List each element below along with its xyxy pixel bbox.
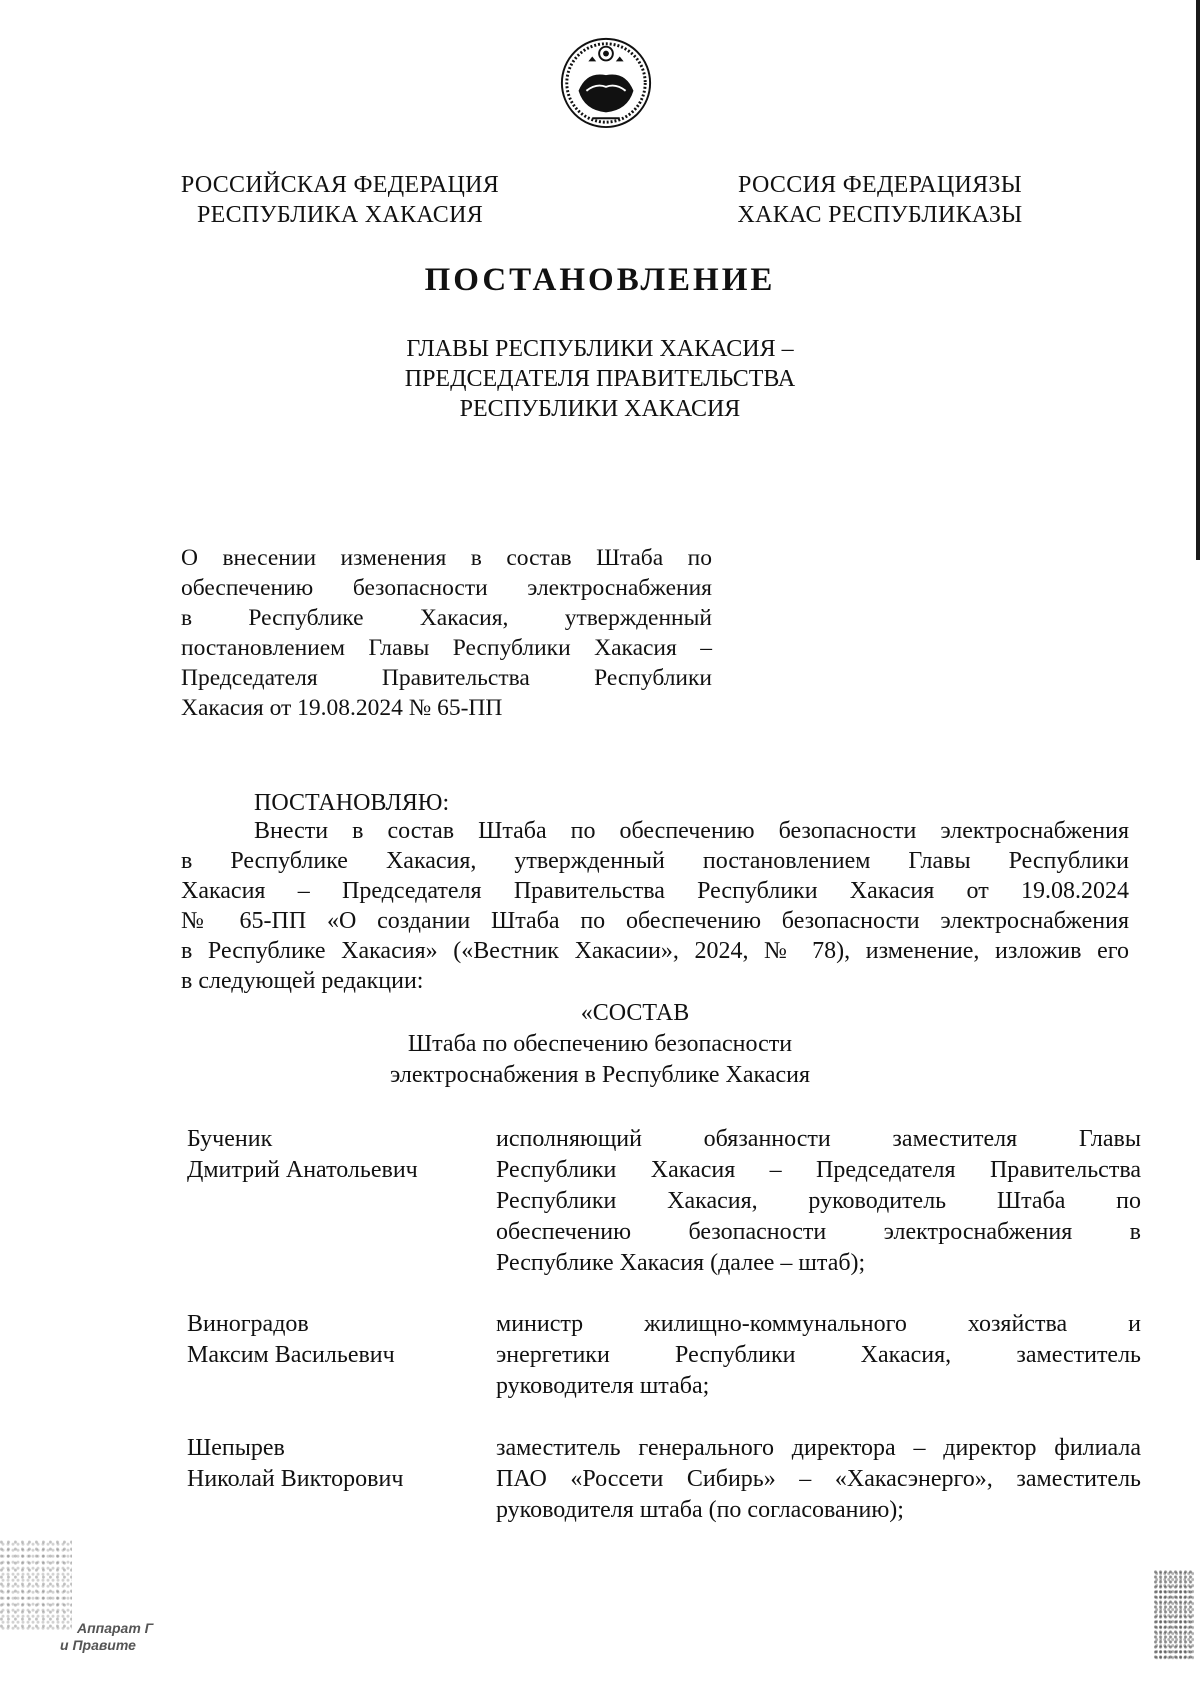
subject-line: Хакасия от 19.08.2024 № 65-ПП [181,695,503,721]
role-line: заместитель генерального директора – директор филиала [496,1435,1141,1461]
role-line: Республики Хакасия – Председателя Правительства [496,1157,1141,1183]
authority-line-3: РЕСПУБЛИКИ ХАКАСИЯ [459,396,741,422]
document-type-title: ПОСТАНОВЛЕНИЕ [424,262,776,298]
decree-body [181,816,1129,996]
member-given-names: Николай Викторович [187,1466,404,1492]
header-right-line-1: РОССИЯ ФЕДЕРАЦИЯЗЫ [738,172,1022,198]
member-role [496,1309,1141,1402]
member-surname: Виноградов [187,1311,309,1337]
scan-noise [1154,1570,1194,1660]
header-left-line-2: РЕСПУБЛИКА ХАКАСИЯ [196,202,484,228]
role-line: Республики Хакасия, руководитель Штаба по [496,1188,1141,1214]
body-line: Внести в состав Штаба по обеспечению безопасности электроснабжения [254,818,1129,844]
member-surname: Бученик [187,1126,273,1152]
role-line: ПАО «Россети Сибирь» – «Хакасэнерго», заместитель [496,1466,1141,1492]
body-line: Хакасия – Председателя Правительства Республики Хакасия от 19.08.2024 [181,878,1129,904]
body-line: в следующей редакции: [181,968,424,994]
composition-title [0,998,1200,1091]
subject-line: постановлением Главы Республики Хакасия – [181,635,712,661]
body-line: в Республике Хакасия» («Вестник Хакасии», 2024, № 78), изменение, изложив его [181,938,1129,964]
issuing-authority [0,334,1200,424]
composition-title-line-1: «СОСТАВ [580,1000,690,1026]
stamp-line-2: и Правите [60,1637,136,1653]
stamp-line-1: Аппарат Г [77,1620,154,1636]
authority-line-1: ГЛАВЫ РЕСПУБЛИКИ ХАКАСИЯ – [406,336,794,362]
role-line: руководителя штаба (по согласованию); [496,1497,904,1523]
role-line: министр жилищно-коммунального хозяйства и [496,1311,1141,1337]
subject-line: обеспечению безопасности электроснабжения [181,575,712,601]
decree-word: ПОСТАНОВЛЯЮ: [254,790,450,816]
member-name [187,1309,477,1371]
composition-title-line-3: электроснабжения в Республике Хакасия [389,1062,811,1088]
member-role [496,1433,1141,1526]
member-surname: Шепырев [187,1435,285,1461]
office-stamp [60,1620,153,1654]
header-right [700,170,1060,230]
role-line: обеспечению безопасности электроснабжения в [496,1219,1141,1245]
header-left [160,170,520,230]
body-line: № 65-ПП «О создании Штаба по обеспечению безопасности электроснабжения [181,908,1129,934]
subject-line: О внесении изменения в состав Штаба по [181,545,712,571]
member-given-names: Максим Васильевич [187,1342,395,1368]
member-name [187,1124,477,1186]
role-line: исполняющий обязанности заместителя Главы [496,1126,1141,1152]
scan-noise [0,1540,72,1630]
header-left-line-1: РОССИЙСКАЯ ФЕДЕРАЦИЯ [180,172,500,198]
subject-line: в Республике Хакасия, утвержденный [181,605,712,631]
authority-line-2: ПРЕДСЕДАТЕЛЯ ПРАВИТЕЛЬСТВА [404,366,796,392]
member-name [187,1433,477,1495]
role-line: руководителя штаба; [496,1373,710,1399]
role-line: энергетики Республики Хакасия, заместитель [496,1342,1141,1368]
member-given-names: Дмитрий Анатольевич [187,1157,418,1183]
composition-title-line-2: Штаба по обеспечению безопасности [407,1031,793,1057]
member-role [496,1124,1141,1279]
role-line: Республике Хакасия (далее – штаб); [496,1250,866,1276]
subject-line: Председателя Правительства Республики [181,665,712,691]
coat-of-arms-icon [557,32,655,130]
header-right-line-2: ХАКАС РЕСПУБЛИКАЗЫ [737,202,1023,228]
document-subject [181,543,712,723]
body-line: в Республике Хакасия, утвержденный постановлением Главы Республики [181,848,1129,874]
